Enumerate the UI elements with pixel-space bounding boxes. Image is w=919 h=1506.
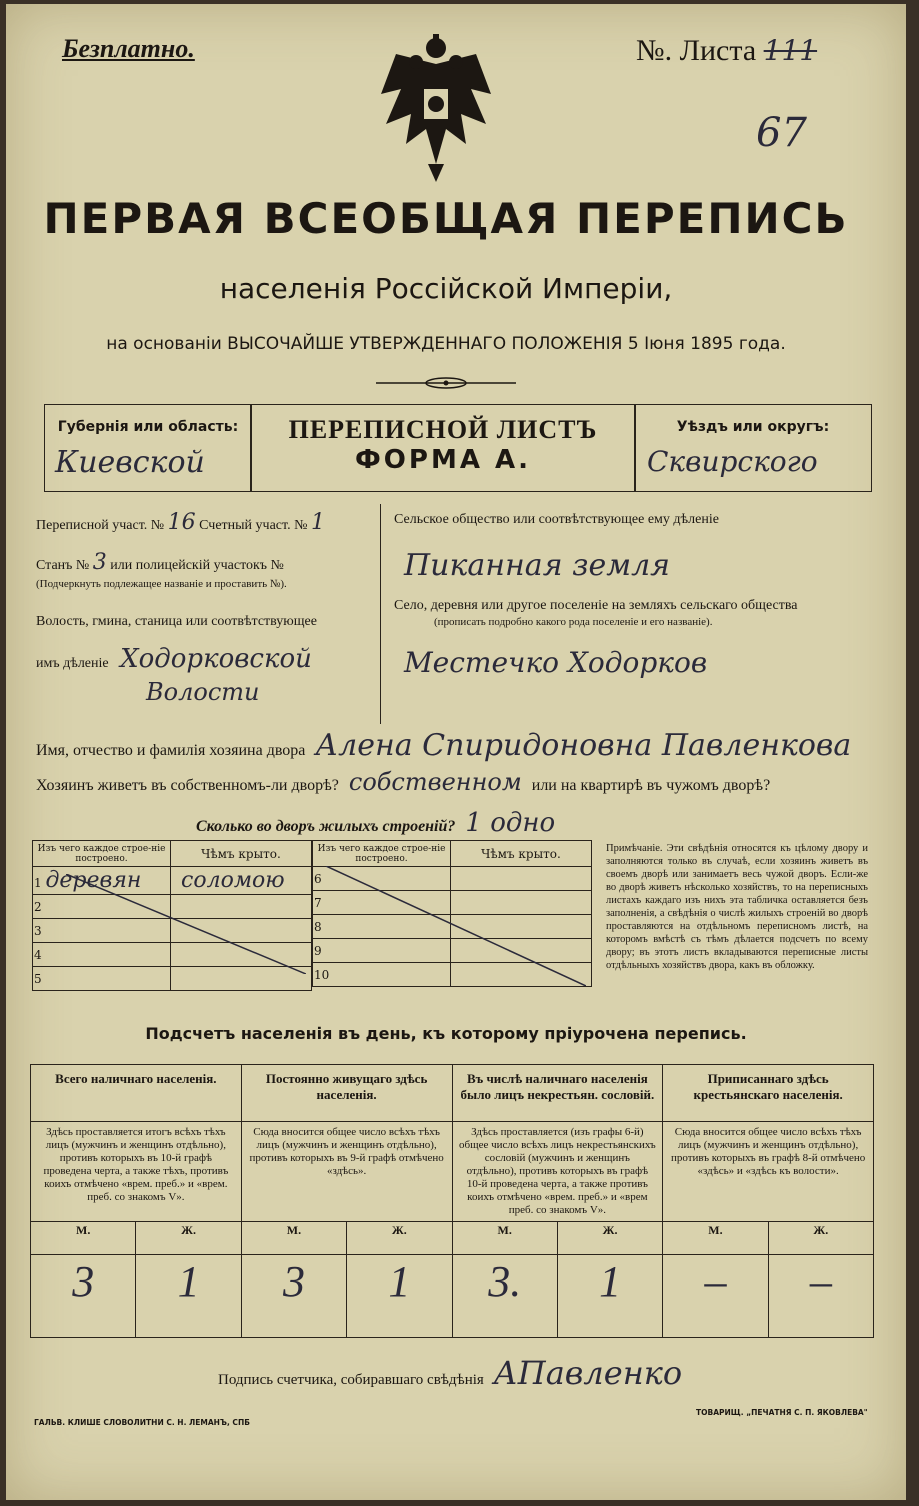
permanent-female-value: 1 (347, 1255, 452, 1338)
col-total-title: Всего наличнаго населенія. (31, 1065, 242, 1122)
village-label: Село, деревня или другое поселеніе на земляхъ сельскаго общества (394, 598, 798, 613)
free-label: Безплатно. (62, 34, 195, 63)
owner-lives-label: Хозяинъ живетъ въ собственномъ-ли дворѣ? (36, 777, 339, 794)
building-row: 6 (313, 867, 451, 891)
female-header: Ж. (347, 1222, 452, 1255)
population-heading: Подсчетъ населенія въ день, къ которому пріурочена перепись. (145, 1024, 747, 1043)
district-label: Уѣздъ или округъ: (676, 419, 830, 435)
society-label: Сельское общество или соотвѣтствующее ему дѣленіе (394, 512, 719, 527)
volost-label-2: имъ дѣленіе (36, 656, 109, 671)
building-row: 2 (33, 895, 171, 919)
owner-name-row (36, 728, 876, 768)
district-box (634, 404, 872, 492)
district-section-value: 16 (167, 510, 196, 535)
female-header: Ж. (768, 1222, 873, 1255)
volost-value-1: Ходорковской (120, 644, 312, 674)
province-box (44, 404, 252, 492)
buildings-note: Примѣчаніе. Эти свѣдѣнія относятся къ цѣлому двору и заполняются только въ случаѣ, если хозяинъ живетъ въ своемъ дворѣ или занимаетъ весь чужой дворъ. Если-же во дворѣ живетъ нѣсколько хозяйствъ, то на переписныхъ листахъ каждаго изъ нихъ эта табличка оставляется безъ заполненія, а свѣдѣнія о числѣ жилыхъ строеній во дворѣ проставляются на отдѣльномъ переписномъ листѣ, на которомъ вмѣстѣ съ тѣмъ дѣлается подсчетъ по всему двору; въ этотъ листъ вкладываются переписные листы отдѣльныхъ хозяйствъ двора, какъ въ обложку. (606, 843, 868, 971)
material-header: Изъ чего каждое строе-ніе построено. (33, 841, 171, 867)
row1-roof: соломою (171, 867, 312, 895)
village-note: (прописать подробно какого рода поселеніе и его названіе). (434, 616, 713, 628)
admin-block-right (394, 512, 874, 679)
imperial-eagle-emblem (376, 34, 496, 184)
row1-material: деревян (45, 868, 142, 893)
volost-row (36, 644, 376, 678)
building-row: 3 (33, 919, 171, 943)
owner-name-value: Алена Спиридоновна Павленкова (315, 728, 852, 763)
section-row (36, 510, 376, 550)
material-header-right: Изъ чего каждое строе-ніе построено. (313, 841, 451, 867)
owner-block (36, 728, 876, 838)
stan-label: Станъ № (36, 558, 90, 573)
page-title: ПЕРВАЯ ВСЕОБЩАЯ ПЕРЕПИСЬ (43, 194, 849, 243)
owner-lives-row (36, 768, 876, 808)
legal-basis: на основаніи ВЫСОЧАЙШЕ УТВЕРЖДЕННАГО ПОЛОЖЕНІЯ 5 Іюня 1895 года. (106, 334, 786, 354)
owner-lives-value: собственном (348, 768, 522, 796)
district-section-label: Переписной участ. № (36, 518, 165, 533)
buildings-label: Сколько во дворъ жилыхъ строеній? (196, 818, 456, 835)
volost-label-1: Волость, гмина, станица или соотвѣтствующее (36, 614, 317, 629)
building-row: 5 (33, 967, 171, 991)
printer-left: ГАЛЬВ. КЛИШЕ СЛОВОЛИТНИ С. Н. ЛЕМАНЪ, СПБ (34, 1418, 250, 1427)
female-header: Ж. (557, 1222, 662, 1255)
census-sheet (6, 4, 906, 1500)
buildings-row (196, 808, 876, 838)
noncrestyan-female-value: 1 (557, 1255, 662, 1338)
police-label: или полицейскій участокъ № (110, 558, 284, 573)
col-noncrestyan-desc: Здѣсь проставляется (изъ графы 6-й) общее число всѣхъ лицъ некрестьянскихъ сословій (мужчинъ и женщинъ отдѣльно), противъ которыхъ въ графѣ 10-й проведена черта, а также противъ коихъ отмѣчено «врем. преб.» и «врем преб. со знакомъ V». (452, 1122, 663, 1222)
sheet-label: №. Листа (636, 34, 757, 67)
form-title: ПЕРЕПИСНОЙ ЛИСТЪ (288, 415, 598, 444)
registered-female-value: – (768, 1255, 873, 1338)
province-value: Киевской (55, 445, 205, 480)
form-subtitle: ФОРМА А. (355, 445, 531, 475)
sheet-number-label (636, 34, 817, 68)
form-title-box (250, 404, 636, 492)
sheet-number: 111 (763, 34, 818, 67)
signature-row (218, 1354, 682, 1392)
volost-value-2: Волости (146, 678, 260, 706)
handwritten-number: 67 (756, 110, 807, 156)
building-row: 7 (313, 891, 451, 915)
village-value: Местечко Ходорков (404, 646, 708, 679)
stan-value: 3 (92, 550, 107, 575)
ornament-divider (376, 376, 516, 390)
male-header: М. (452, 1222, 557, 1255)
col-registered-desc: Сюда вносится общее число всѣхъ тѣхъ лицъ (мужчинъ и женщинъ отдѣльно), противъ которыхъ въ графѣ 8-й отмѣчено «здѣсь» и «здѣсь къ волости». (663, 1122, 874, 1222)
strike-line-right (326, 866, 586, 986)
owner-lives-label-2: или на квартирѣ въ чужомъ дворѣ? (531, 777, 771, 794)
roof-header: Чѣмъ крыто. (171, 841, 312, 867)
stan-row (36, 550, 376, 575)
buildings-value: 1 одно (465, 808, 556, 838)
male-header: М. (663, 1222, 768, 1255)
permanent-male-value: 3 (241, 1255, 346, 1338)
building-row: 4 (33, 943, 171, 967)
male-header: М. (241, 1222, 346, 1255)
building-row: 9 (313, 939, 451, 963)
column-divider (380, 504, 381, 724)
col-registered-title: Приписаннаго здѣсь крестьянскаго населенія. (663, 1065, 874, 1122)
signature-value: АПавленко (493, 1354, 683, 1392)
strike-line-left (66, 874, 306, 974)
owner-name-label: Имя, отчество и фамилія хозяина двора (36, 742, 306, 759)
page-subtitle: населенія Россійской Имперіи, (219, 272, 673, 305)
building-row: 8 (313, 915, 451, 939)
col-total-desc: Здѣсь проставляется итогъ всѣхъ тѣхъ лицъ (мужчинъ и женщинъ отдѣльно), противъ которыхъ въ 10-й графѣ проведена черта, а также тѣхъ, противъ коихъ отмѣчено «врем. преб.» и «врем. преб. со знакомъ V». (31, 1122, 242, 1222)
total-female-value: 1 (136, 1255, 241, 1338)
society-value: Пиканная земля (404, 548, 671, 583)
col-permanent-desc: Сюда вносится общее число всѣхъ тѣхъ лицъ (мужчинъ и женщинъ отдѣльно), противъ которыхъ въ 9-й графѣ отмѣчено «здѣсь». (241, 1122, 452, 1222)
counting-section-value: 1 (310, 510, 325, 535)
population-table (30, 1064, 874, 1338)
printer-right: ТОВАРИЩ. „ПЕЧАТНЯ С. П. ЯКОВЛЕВА" (696, 1408, 868, 1417)
female-header: Ж. (136, 1222, 241, 1255)
building-row: 10 (313, 963, 451, 987)
row-number: 1 (34, 876, 42, 890)
registered-male-value: – (663, 1255, 768, 1338)
col-noncrestyan-title: Въ числѣ наличнаго населенія было лицъ некрестьян. сословій. (452, 1065, 663, 1122)
admin-block-left (36, 510, 376, 706)
male-header: М. (31, 1222, 136, 1255)
noncrestyan-male-value: 3. (452, 1255, 557, 1338)
stan-note: (Подчеркнуть подлежащее названіе и проставить №). (36, 578, 287, 590)
province-label: Губернія или область: (57, 419, 239, 435)
signature-label: Подпись счетчика, собиравшаго свѣдѣнія (218, 1372, 484, 1388)
district-value: Сквирского (647, 445, 818, 478)
col-permanent-title: Постоянно живущаго здѣсь населенія. (241, 1065, 452, 1122)
counting-section-label: Счетный участ. № (199, 518, 308, 533)
roof-header-right: Чѣмъ крыто. (451, 841, 592, 867)
total-male-value: 3 (31, 1255, 136, 1338)
